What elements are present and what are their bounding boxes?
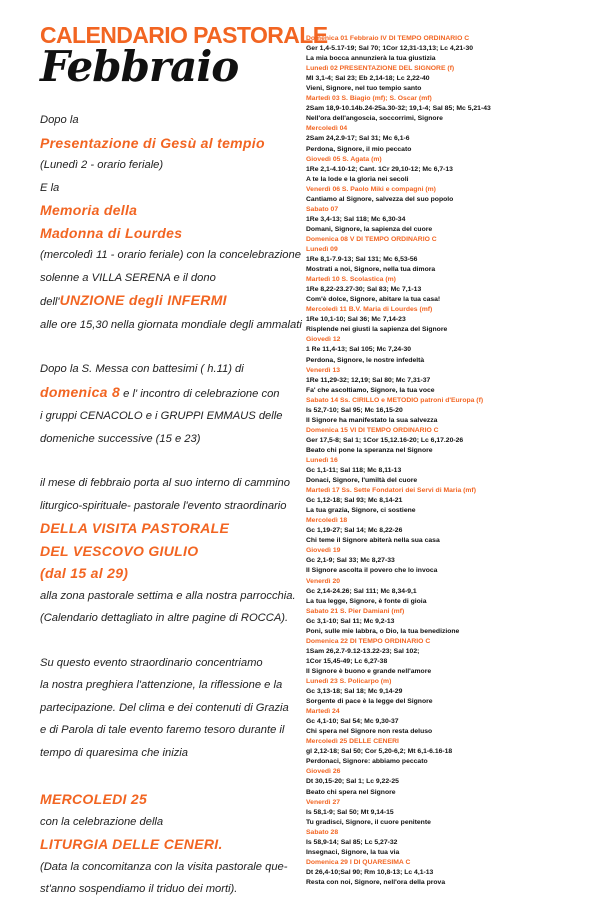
calendar-psalm: Perdona, Signore, il mio peccato: [306, 145, 412, 153]
text-line: st'anno sospendiamo il triduo dei morti).: [40, 883, 238, 895]
text-line: e di Parola di tale evento faremo tesoro durante il: [40, 724, 285, 736]
calendar-day: Domenica 22 DI TEMPO ORDINARIO C: [306, 637, 431, 645]
calendar-readings: 1Re 10,1-10; Sal 36; Mc 7,14-23: [306, 316, 406, 324]
calendar-entry: [306, 185, 554, 205]
calendar-entry: [306, 275, 554, 305]
calendar-psalm: La mia bocca annunzierà la tua giustizia: [306, 55, 436, 63]
text-line: E la: [40, 181, 60, 194]
calendar-psalm: Poni, sulle mie labbra, o Dio, la tua benedizione: [306, 627, 460, 635]
calendar-day: Venerdì 27: [306, 798, 341, 806]
text-line: Dopo la S. Messa con battesimi ( h.11) di: [40, 363, 244, 375]
calendar-day: Giovedì 19: [306, 547, 341, 555]
calendar-day: Sabato 21 S. Pier Damiani (mf): [306, 607, 405, 615]
calendar-day: Sabato 28: [306, 828, 339, 836]
calendar-entry: [306, 767, 554, 797]
text-fragment: dell': [40, 296, 60, 308]
calendar-day: Lunedì 02 PRESENTAZIONE DEL SIGNORE (f): [306, 65, 455, 73]
calendar-readings: Ger 17,5-8; Sal 1; 1Cor 15,12.16-20; Lc 6,17.20-26: [306, 436, 464, 444]
calendar-day: Venerdì 13: [306, 366, 341, 374]
text-line: tempo di quaresima che inizia: [40, 746, 188, 759]
calendar-entry: [306, 396, 554, 426]
highlight-line: (dal 15 al 29): [40, 565, 129, 581]
calendar-entry: [306, 737, 554, 767]
highlight-line: Presentazione di Gesù al tempio: [40, 134, 265, 151]
calendar-psalm: Cantiamo al Signore, salvezza del suo popolo: [306, 195, 454, 203]
calendar-psalm: Beato chi pone la speranza nel Signore: [306, 446, 433, 454]
calendar-entry: [306, 366, 554, 396]
calendar-readings: 1Re 11,29-32; 12,19; Sal 80; Mc 7,31-37: [306, 376, 431, 384]
text-line: Su questo evento straordinario concentriamo: [40, 656, 263, 669]
calendar-entry: [306, 426, 554, 456]
calendar-day: Sabato 07: [306, 205, 339, 213]
text-line: (Data la concomitanza con la visita pastorale que-: [40, 860, 288, 873]
calendar-entry: [306, 516, 554, 546]
text-line: la nostra preghiera l'attenzione, la riflessione e la: [40, 679, 283, 691]
calendar-readings: Dt 30,15-20; Sal 1; Lc 9,22-25: [306, 778, 399, 786]
calendar-readings: Is 58,9-14; Sal 85; Lc 5,27-32: [306, 838, 398, 846]
calendar-psalm: Fa' che ascoltiamo, Signore, la tua voce: [306, 386, 435, 394]
calendar-readings: Is 58,1-9; Sal 50; Mt 9,14-15: [306, 808, 394, 816]
text-line: (Lunedì 2 - orario feriale): [40, 159, 164, 171]
text-line: partecipazione. Del clima e dei contenuti di Grazia: [40, 701, 289, 714]
liturgical-calendar: [306, 34, 554, 888]
calendar-day: Lunedì 09: [306, 245, 338, 253]
calendar-entry: [306, 305, 554, 335]
calendar-psalm: Chi spera nel Signore non resta deluso: [306, 728, 433, 736]
calendar-day: Giovedì 26: [306, 768, 341, 776]
calendar-entry: [306, 205, 554, 235]
text-fragment: e l' incontro di celebrazione con: [120, 387, 280, 400]
calendar-psalm: A te la lode e la gloria nei secoli: [306, 175, 409, 183]
calendar-day: Venerdì 20: [306, 577, 341, 585]
calendar-psalm: Insegnaci, Signore, la tua via: [306, 848, 400, 856]
calendar-entry: [306, 245, 554, 275]
highlight-line: LITURGIA DELLE CENERI.: [40, 836, 223, 852]
calendar-readings: 2Sam 18,9-10.14b.24-25a.30-32; 19,1-4; Sal 85; Mc 5,21-43: [306, 105, 491, 113]
calendar-psalm: La tua legge, Signore, è fonte di gioia: [306, 597, 427, 605]
calendar-psalm: Risplende nei giusti la sapienza del Signore: [306, 326, 448, 334]
calendar-entry: [306, 34, 554, 64]
calendar-entry: [306, 155, 554, 185]
text-line: alle ore 15,30 nella giornata mondiale degli ammalati: [40, 318, 302, 331]
calendar-readings: 1Re 3,4-13; Sal 118; Mc 6,30-34: [306, 215, 406, 223]
calendar-psalm: Sorgente di pace è la legge del Signore: [306, 698, 433, 706]
calendar-psalm: Il Signore ascolta il povero che lo invoca: [306, 567, 438, 575]
calendar-readings: 2Sam 24,2.9-17; Sal 31; Mc 6,1-6: [306, 135, 410, 143]
calendar-readings: Gc 3,13-18; Sal 18; Mc 9,14-29: [306, 688, 403, 696]
calendar-day: Sabato 14 Ss. CIRILLO e METODIO patroni d'Europa (f): [306, 396, 484, 404]
text-line: il mese di febbraio porta al suo interno di cammino: [40, 477, 290, 489]
text-line: (Calendario dettagliato in altre pagine di ROCCA).: [40, 612, 289, 624]
calendar-psalm: Perdonaci, Signore: abbiamo peccato: [306, 758, 428, 766]
calendar-psalm: Chi teme il Signore abiterà nella sua casa: [306, 537, 440, 545]
calendar-readings: Gc 1,1-11; Sal 118; Mc 8,11-13: [306, 467, 402, 475]
calendar-psalm: Nell'ora dell'angoscia, soccorrimi, Signore: [306, 115, 443, 123]
calendar-entry: [306, 94, 554, 124]
calendar-entry: [306, 858, 554, 888]
calendar-day: Martedì 10 S. Scolastica (m): [306, 276, 396, 284]
highlight-line: Madonna di Lourdes: [40, 224, 183, 241]
calendar-day: Domenica 08 V DI TEMPO ORDINARIO C: [306, 235, 437, 243]
calendar-day: Lunedì 16: [306, 456, 338, 464]
calendar-readings: gl 2,12-18; Sal 50; Cor 5,20-6,2; Mt 6,1-6.16-18: [306, 748, 453, 756]
calendar-day: Mercoledì 25 DELLE CENERI: [306, 738, 399, 746]
calendar-day: Mercoledì 18: [306, 517, 348, 525]
highlight-fragment: domenica 8: [40, 383, 121, 400]
text-line: solenne a VILLA SERENA e il dono: [40, 271, 216, 284]
calendar-readings: 1Re 8,22-23.27-30; Sal 83; Mc 7,1-13: [306, 286, 422, 294]
calendar-psalm: Il Signore ha manifestato la sua salvezza: [306, 416, 438, 424]
calendar-day: Domenica 01 Febbraio IV DI TEMPO ORDINARIO C: [306, 35, 470, 42]
calendar-readings: Gc 4,1-10; Sal 54; Mc 9,30-37: [306, 718, 399, 726]
text-line: Dopo la: [40, 114, 79, 126]
calendar-day: Venerdì 06 S. Paolo Miki e compagni (m): [306, 185, 436, 193]
calendar-psalm: Domani, Signore, la sapienza del cuore: [306, 225, 433, 233]
text-line: liturgico-spirituale- pastorale l'evento straordinario: [40, 499, 287, 512]
text-line: [40, 381, 302, 406]
text-line: con la celebrazione della: [40, 815, 164, 828]
calendar-entry: [306, 486, 554, 516]
text-line: alla zona pastorale settima e alla nostra parrocchia.: [40, 589, 296, 602]
calendar-entry: [306, 577, 554, 607]
calendar-psalm: Mostrati a noi, Signore, nella tua dimora: [306, 266, 436, 274]
text-line: [40, 289, 302, 314]
announcement-text: [40, 109, 302, 901]
highlight-fragment: UNZIONE degli INFERMI: [59, 292, 227, 308]
calendar-day: Mercoledì 11 B.V. Maria di Lourdes (mf): [306, 306, 433, 314]
calendar-psalm: Donaci, Signore, l'umiltà del cuore: [306, 477, 418, 485]
calendar-day: Mercoledì 04: [306, 125, 348, 133]
calendar-readings: 1Re 2,1-4.10-12; Cant. 1Cr 29,10-12; Mc 6,7-13: [306, 165, 453, 173]
calendar-psalm: Com'è dolce, Signore, abitare la tua casa!: [306, 296, 441, 304]
calendar-entry: [306, 456, 554, 486]
calendar-readings: 1Cor 15,45-49; Lc 6,27-38: [306, 657, 388, 665]
highlight-line: DELLA VISITA PASTORALE: [40, 520, 230, 536]
calendar-entry: [306, 124, 554, 154]
calendar-readings: Gc 2,1-9; Sal 33; Mc 8,27-33: [306, 557, 395, 565]
calendar-entry: [306, 335, 554, 365]
calendar-day: Domenica 15 VI DI TEMPO ORDINARIO C: [306, 426, 439, 434]
calendar-readings: Ger 1,4-5.17-19; Sal 70; 1Cor 12,31-13,13; Lc 4,21-30: [306, 45, 473, 53]
calendar-entry: [306, 64, 554, 94]
calendar-entry: [306, 546, 554, 576]
highlight-line: MERCOLEDI 25: [40, 791, 148, 807]
calendar-readings: Gc 1,19-27; Sal 14; Mc 8,22-26: [306, 527, 403, 535]
month-heading: Febbraio: [40, 42, 239, 91]
calendar-day: Giovedì 12: [306, 336, 341, 344]
calendar-readings: Gc 1,12-18; Sal 93; Mc 8,14-21: [306, 497, 403, 505]
calendar-day: Martedì 24: [306, 708, 340, 716]
text-line: i gruppi CENACOLO e i GRUPPI EMMAUS delle: [40, 410, 283, 422]
calendar-day: Martedì 17 Ss. Sette Fondatori dei Servi di Maria (mf): [306, 487, 476, 495]
calendar-entry: [306, 828, 554, 858]
highlight-line: DEL VESCOVO GIULIO: [40, 542, 199, 559]
calendar-day: Giovedì 05 S. Agata (m): [306, 155, 382, 163]
calendar-entry: [306, 677, 554, 707]
calendar-readings: Is 52,7-10; Sal 95; Mc 16,15-20: [306, 406, 403, 414]
calendar-readings: Ml 3,1-4; Sal 23; Eb 2,14-18; Lc 2,22-40: [306, 75, 430, 83]
text-line: (mercoledì 11 - orario feriale) con la concelebrazione: [40, 249, 301, 261]
calendar-psalm: Beato chi spera nel Signore: [306, 788, 396, 796]
calendar-readings: 1Sam 26,2.7-9.12-13.22-23; Sal 102;: [306, 647, 420, 655]
calendar-entry: [306, 707, 554, 737]
calendar-psalm: Perdona, Signore, le nostre infedeltà: [306, 356, 425, 364]
calendar-psalm: Vieni, Signore, nel tuo tempio santo: [306, 85, 422, 93]
calendar-readings: Gc 3,1-10; Sal 11; Mc 9,2-13: [306, 617, 395, 625]
calendar-entry: [306, 637, 554, 677]
text-line: domeniche successive (15 e 23): [40, 432, 201, 445]
calendar-day: Lunedì 23 S. Policarpo (m): [306, 678, 392, 685]
page-title: CALENDARIO PASTORALE: [40, 22, 328, 48]
calendar-psalm: Il Signore è buono e grande nell'amore: [306, 667, 432, 675]
highlight-line: Memoria della: [40, 202, 138, 218]
calendar-psalm: Tu gradisci, Signore, il cuore penitente: [306, 818, 431, 826]
calendar-psalm: Resta con noi, Signore, nell'ora della prova: [306, 878, 446, 886]
calendar-readings: Gc 2,14-24.26; Sal 111; Mc 8,34-9,1: [306, 587, 417, 595]
calendar-readings: 1 Re 11,4-13; Sal 105; Mc 7,24-30: [306, 346, 412, 354]
calendar-entry: [306, 607, 554, 637]
calendar-psalm: La tua grazia, Signore, ci sostiene: [306, 507, 416, 515]
calendar-day: Martedì 03 S. Biagio (mf); S. Oscar (mf): [306, 95, 432, 103]
calendar-readings: 1Re 8,1-7.9-13; Sal 131; Mc 6,53-56: [306, 256, 418, 264]
calendar-readings: Dt 26,4-10;Sal 90; Rm 10,8-13; Lc 4,1-13: [306, 868, 434, 876]
calendar-entry: [306, 798, 554, 828]
calendar-day: Domenica 29 I DI QUARESIMA C: [306, 858, 411, 866]
calendar-entry: [306, 235, 554, 245]
